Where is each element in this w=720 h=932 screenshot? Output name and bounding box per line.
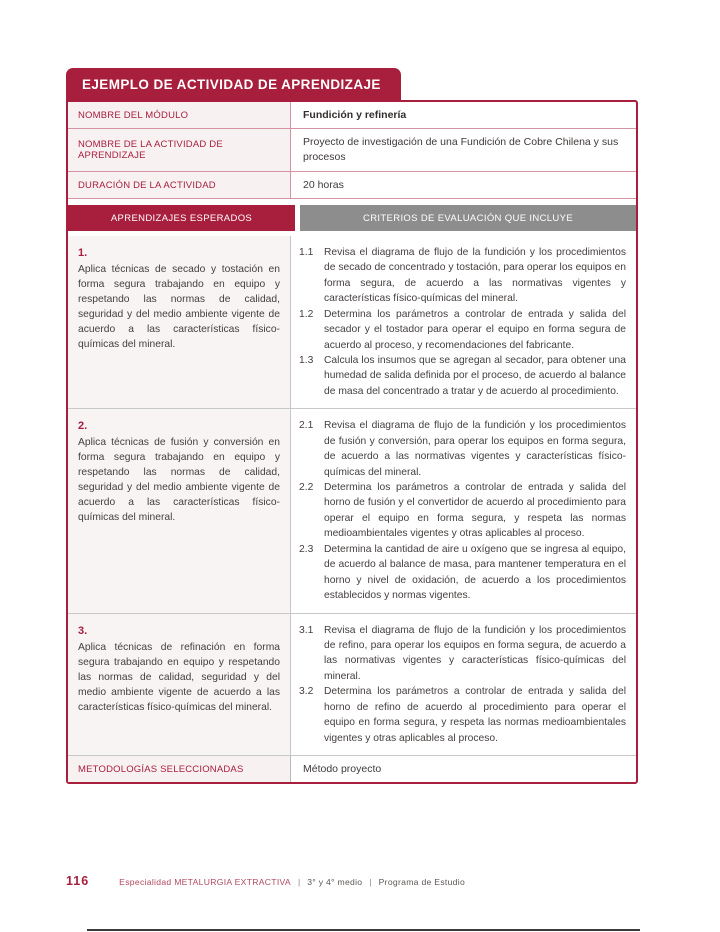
aprendizaje-3-text: Aplica técnicas de refinación en forma segura trabajando en equipo y respetando las normas de calidad, seguridad y del medio ambiente vigente de acuerdo a las características físico-químicas del mineral. bbox=[78, 641, 280, 713]
criterio-number: 1.2 bbox=[299, 308, 314, 320]
criterio-item bbox=[299, 542, 626, 604]
module-value: Fundición y refinería bbox=[303, 109, 407, 121]
criterio-item bbox=[299, 623, 626, 685]
criterio-number: 2.1 bbox=[299, 420, 314, 432]
aprendizaje-1-text: Aplica técnicas de secado y tostación en forma segura trabajando en equipo y respetando las normas de calidad, seguridad y del medio ambiente vigente de acuerdo a las características físico-químicas del mineral. bbox=[78, 263, 280, 351]
header-criterios: CRITERIOS DE EVALUACIÓN QUE INCLUYE bbox=[300, 205, 636, 231]
criterio-text: Determina los parámetros a controlar de entrada y salida del horno de refino de acuerdo al procedimiento para operar el equipo en forma segura, y respeta las normas medioambientales vigentes y otras aplicables al proceso. bbox=[324, 686, 626, 744]
aprendizaje-1 bbox=[68, 236, 291, 408]
footer-grade: 3° y 4° medio bbox=[307, 877, 363, 887]
aprendizaje-2-text: Aplica técnicas de fusión y conversión en forma segura trabajando en equipo y respetando las normas de calidad, seguridad y del medio ambiente vigente de acuerdo a las características físico-químicas del mineral. bbox=[78, 437, 280, 524]
criterio-number: 3.1 bbox=[299, 624, 314, 636]
criterio-item bbox=[299, 480, 626, 542]
aprendizaje-2-number: 2. bbox=[78, 420, 88, 433]
activity-table bbox=[66, 100, 638, 784]
aprendizaje-3 bbox=[68, 614, 291, 756]
module-label: NOMBRE DEL MÓDULO bbox=[68, 102, 291, 128]
aprendizaje-2 bbox=[68, 409, 291, 612]
table-row-3 bbox=[68, 613, 636, 756]
criterio-text: Determina los parámetros a controlar de entrada y salida del horno de fusión y el convertidor de acuerdo al procedimiento para operar el equipo en forma segura, y respeta las normas medioambientales vigentes y otras aplicables al proceso. bbox=[324, 482, 626, 540]
criterio-text: Determina la cantidad de aire u oxígeno que se ingresa al equipo, de acuerdo al balance de masa, para mantener temperatura en el horno y nivel de oxidación, de acuerdo a los procedimientos establecidos y normas vigentes. bbox=[324, 543, 626, 602]
duration-row bbox=[68, 172, 636, 199]
activity-name-value: Proyecto de investigación de una Fundición de Cobre Chilena y sus procesos bbox=[303, 136, 619, 164]
criterio-text: Revisa el diagrama de flujo de la fundición y los procedimientos de secado de concentrado y tostación, para operar los equipos en forma segura, de acuerdo a las normativas vigentes y características físico-químicas del mineral. bbox=[324, 246, 626, 305]
header-aprendizajes: APRENDIZAJES ESPERADOS bbox=[68, 205, 295, 231]
criterio-number: 2.2 bbox=[299, 482, 314, 493]
aprendizaje-1-number: 1. bbox=[78, 246, 88, 259]
criterio-item bbox=[299, 307, 626, 353]
criterio-number: 1.1 bbox=[299, 246, 314, 258]
column-headers bbox=[68, 205, 636, 231]
criterio-item bbox=[299, 684, 626, 746]
criterios-1 bbox=[291, 236, 636, 408]
activity-name-label: NOMBRE DE LA ACTIVIDAD DE APRENDIZAJE bbox=[68, 129, 291, 170]
module-row bbox=[68, 102, 636, 129]
page-footer bbox=[66, 874, 638, 888]
criterio-item bbox=[299, 353, 626, 399]
criterio-item bbox=[299, 245, 626, 307]
criterio-number: 3.2 bbox=[299, 686, 314, 698]
table-row-1 bbox=[68, 236, 636, 408]
footer-separator: | bbox=[369, 877, 372, 887]
criterio-text: Revisa el diagrama de flujo de la fundición y los procedimientos de fusión y conversión, para operar los equipos en forma segura, de acuerdo a las normativas vigentes y características físico-químicas del mineral. bbox=[324, 420, 626, 478]
activity-name-row bbox=[68, 129, 636, 171]
activity-table-section bbox=[66, 68, 638, 784]
page-number: 116 bbox=[66, 874, 90, 888]
aprendizaje-3-number: 3. bbox=[78, 624, 88, 637]
footer-specialty: Especialidad METALURGIA EXTRACTIVA bbox=[119, 877, 291, 887]
criterio-item bbox=[299, 418, 626, 480]
footer-separator: | bbox=[297, 877, 301, 887]
duration-label: DURACIÓN DE LA ACTIVIDAD bbox=[68, 172, 291, 198]
table-row-2 bbox=[68, 408, 636, 612]
page-title: EJEMPLO DE ACTIVIDAD DE APRENDIZAJE bbox=[66, 68, 401, 100]
methodology-value: Método proyecto bbox=[303, 763, 382, 775]
criterio-text: Determina los parámetros a controlar de entrada y salida del secador y el tostador para operar el equipo en forma segura de acuerdo al proceso, y recomendaciones del fabricante. bbox=[324, 308, 626, 351]
criterio-number: 2.3 bbox=[299, 543, 314, 555]
methodology-row bbox=[68, 755, 636, 782]
duration-value: 20 horas bbox=[303, 178, 344, 191]
footer-program: Programa de Estudio bbox=[378, 877, 466, 887]
methodology-label: METODOLOGÍAS SELECCIONADAS bbox=[68, 756, 291, 782]
criterio-text: Calcula los insumos que se agregan al secador, para obtener una humedad de salida definida por el proceso, de acuerdo al balance de masa del concentrado a tratar y de acuerdo al procedimiento. bbox=[324, 354, 626, 397]
criterios-3 bbox=[291, 614, 636, 756]
criterios-2 bbox=[291, 409, 636, 612]
criterio-number: 1.3 bbox=[299, 354, 314, 366]
criterio-text: Revisa el diagrama de flujo de la fundición y los procedimientos de refino, para operar los equipos en forma segura, de acuerdo a las normativas vigentes y características físico-químicas del mineral. bbox=[324, 624, 626, 682]
page-edge-line bbox=[87, 929, 640, 931]
